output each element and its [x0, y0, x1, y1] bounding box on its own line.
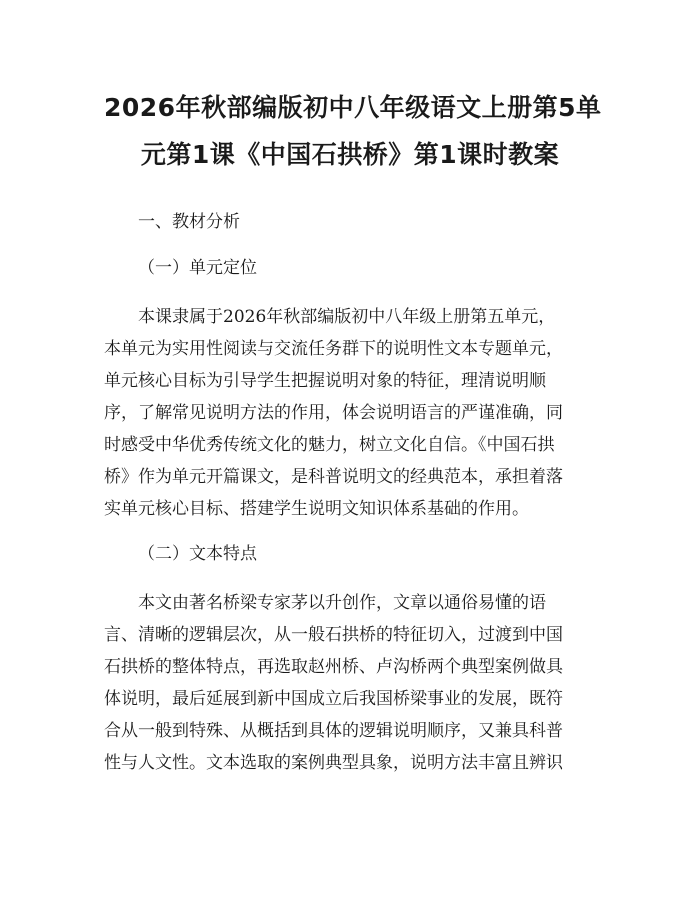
paragraph-line: 本课隶属于2026年秋部编版初中八年级上册第五单元，	[138, 307, 556, 327]
paragraph-line: 本单元为实用性阅读与交流任务群下的说明性文本专题单元，	[104, 339, 563, 359]
body-paragraph	[104, 587, 596, 779]
title-line: 元第1课《中国石拱桥》第1课时教案	[140, 140, 560, 169]
paragraph-line: 时感受中华优秀传统文化的魅力，树立文化自信。《中国石拱	[104, 435, 555, 455]
title-line: 2026年秋部编版初中八年级语文上册第5单	[104, 93, 602, 122]
paragraph-line: 本文由著名桥梁专家茅以升创作，文章以通俗易懂的语	[138, 593, 546, 613]
paragraph-line: 序，了解常见说明方法的作用，体会说明语言的严谨准确，同	[104, 403, 563, 423]
paragraph-line: 体说明，最后延展到新中国成立后我国桥梁事业的发展，既符	[104, 689, 563, 709]
paragraph-line: 性与人文性。文本选取的案例典型具象，说明方法丰富且辨识	[104, 753, 563, 773]
section-heading: 一、教材分析	[138, 212, 240, 232]
paragraph-line: 单元核心目标为引导学生把握说明对象的特征，理清说明顺	[104, 371, 546, 391]
subsection-heading: （一）单元定位	[138, 258, 257, 278]
paragraph-line: 桥》作为单元开篇课文，是科普说明文的经典范本，承担着落	[104, 467, 563, 487]
paragraph-line: 石拱桥的整体特点，再选取赵州桥、卢沟桥两个典型案例做具	[104, 657, 563, 677]
subsection-heading: （二）文本特点	[138, 544, 257, 564]
paragraph-line: 言、清晰的逻辑层次，从一般石拱桥的特征切入，过渡到中国	[104, 625, 563, 645]
paragraph-line: 合从一般到特殊、从概括到具体的逻辑说明顺序，又兼具科普	[104, 721, 563, 741]
document-title	[104, 84, 602, 178]
paragraph-line: 实单元核心目标、搭建学生说明文知识体系基础的作用。	[104, 499, 529, 519]
body-paragraph	[104, 301, 596, 525]
